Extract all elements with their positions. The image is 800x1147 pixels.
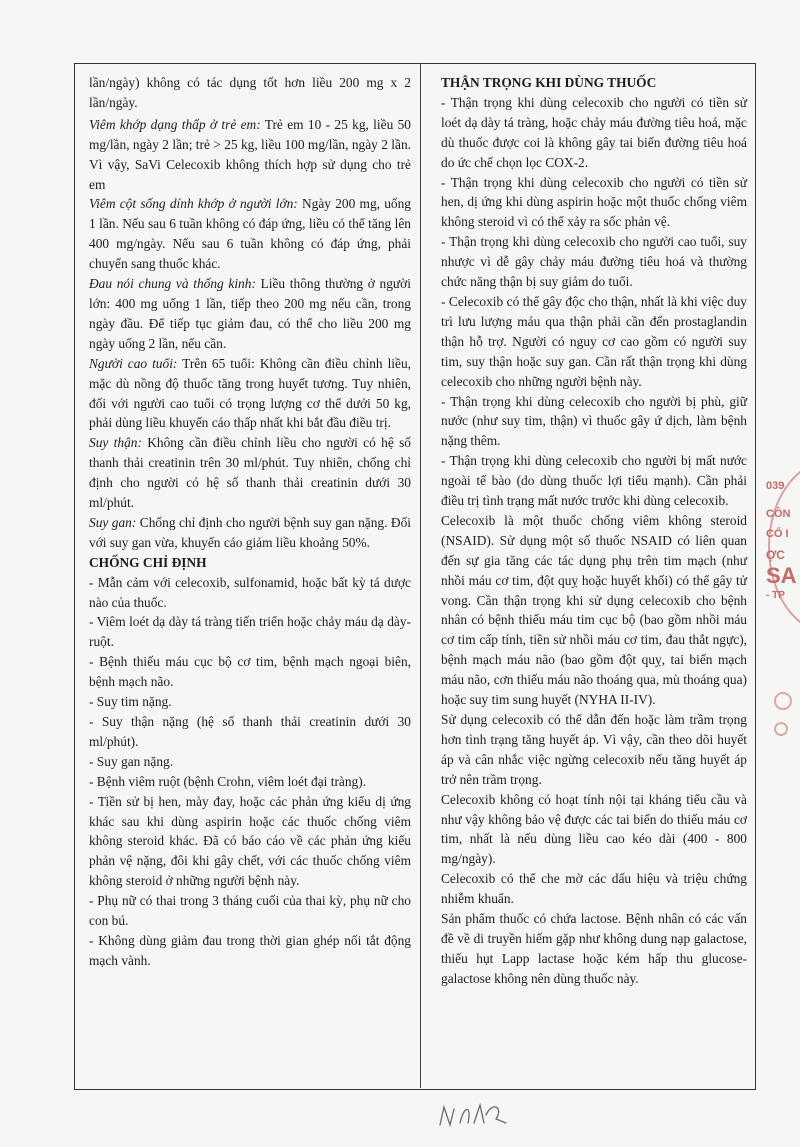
dosage-elderly [89, 354, 411, 434]
stamp-text: - TP [766, 590, 785, 601]
dosage-ankylosing-spondylitis [89, 194, 411, 274]
signature-mark [434, 1095, 514, 1135]
stamp-text: ỢC [766, 548, 785, 562]
list-item: Celecoxib không có hoạt tính nội tại kháng tiểu cầu và như vậy không bảo vệ được các tai biến do thiếu máu cơ tim, nhất là nếu dùng liều cao kéo dài (400 - 800 mg/ngày). [441, 791, 747, 867]
list-item: Celecoxib có thể che mờ các dấu hiệu và triệu chứng nhiễm khuẩn. [441, 871, 747, 907]
stamp-text: CỔ I [766, 528, 789, 540]
dosage-text: Chống chỉ định cho người bệnh suy gan nặng. Đối với suy gan vừa, khuyến cáo giảm liều khoảng 50%. [89, 514, 411, 550]
list-item: - Viêm loét dạ dày tá tràng tiến triển hoặc chảy máu dạ dày-ruột. [89, 614, 411, 650]
list-item: - Bệnh viêm ruột (bệnh Crohn, viêm loét đại tràng). [89, 773, 367, 789]
list-item: - Thận trọng khi dùng celecoxib cho người cao tuổi, suy nhược vì dễ gây chảy máu đường tiêu hoá và thường chức năng thận bị suy giảm do tuổi. [441, 234, 747, 290]
list-item: - Mẫn cảm với celecoxib, sulfonamid, hoặc bất kỳ tá dược nào của thuốc. [89, 574, 411, 610]
list-item: - Suy thận nặng (hệ số thanh thải creatinin dưới 30 ml/phút). [89, 714, 411, 749]
stamp-mark [774, 722, 788, 736]
dosage-juvenile-arthritis [89, 115, 411, 195]
dosage-text: Không cần điều chỉnh liều cho người có hệ số thanh thải creatinin trên 30 ml/phút. Tuy nhiên, chống chỉ định cho người có hệ số thanh thải creatinin dưới 30 ml/phút. [89, 435, 411, 511]
dosage-text: Trên 65 tuổi: Không cần điều chỉnh liều, mặc dù nồng độ thuốc tăng trong huyết tương. Tuy nhiên, đối với người cao tuổi có trọng lượng cơ thể dưới 50 kg, phải dùng liều khuyến cáo thấp nhất khi bắt đầu điều trị. [89, 355, 411, 431]
stamp-text: 039 [766, 480, 785, 492]
list-item: - Suy gan nặng. [89, 753, 174, 769]
dosage-label: Suy gan: [89, 514, 137, 530]
dosage-label: Đau nói chung và thống kinh: [89, 276, 256, 292]
list-item: - Thận trọng khi dùng celecoxib cho người có tiền sử hen, dị ứng khi dùng aspirin hoặc một thuốc chống viêm không steroid vì có thể xảy ra sốc phản vệ. [441, 174, 747, 230]
list-item: - Tiền sử bị hen, mày đay, hoặc các phản ứng kiểu dị ứng khác sau khi dùng aspirin hoặc các thuốc chống viêm không steroid khác. Đã có báo cáo về các phản ứng kiểu phản vệ nặng, đôi khi gây chết, với các thuốc chống viêm không steroid ở những người bệnh này. [89, 793, 411, 889]
list-item: Sử dụng celecoxib có thể dẫn đến hoặc làm trầm trọng hơn tình trạng tăng huyết áp. Vì vậy, cần theo dõi huyết áp và cân nhắc việc ngừng celecoxib nếu tăng huyết áp trở nên trầm trọng. [441, 712, 747, 787]
dosage-label: Người cao tuổi: [89, 355, 178, 371]
company-stamp [764, 460, 800, 790]
precautions-heading: THẬN TRỌNG KHI DÙNG THUỐC [441, 75, 657, 90]
list-item: - Thận trọng khi dùng celecoxib cho người bị mất nước ngoài tế bào (do dùng thuốc lợi tiểu mạnh). Cần phải điều trị tình trạng mất nước trước khi dùng celecoxib. [441, 453, 747, 509]
dosage-label: Viêm khớp dạng thấp ở trẻ em: [89, 116, 261, 132]
list-item: - Suy tim nặng. [89, 694, 172, 710]
dosage-label: Viêm cột sống dính khớp ở người lớn: [89, 196, 298, 212]
list-item: - Thận trọng khi dùng celecoxib cho người có tiền sử loét dạ dày tá tràng, hoặc chảy máu đường tiêu hoá, mặc dù thuốc được coi là không gây tai biến đường tiêu hoá do ức chế chọn lọc COX-2. [441, 94, 747, 170]
list-item: - Không dùng giảm đau trong thời gian ghép nối tắt động mạch vành. [89, 932, 411, 968]
dosage-text: Ngày 200 mg, uống 1 lần. Nếu sau 6 tuần không có đáp ứng, liều có thể tăng lên 400 mg/ngày. Nếu sau 6 tuần không có đáp ứng, phải chuyển sang thuốc khác. [89, 196, 411, 272]
dosage-label: Suy thận: [89, 435, 142, 451]
list-item: Celecoxib là một thuốc chống viêm không steroid (NSAID). Sử dụng một số thuốc NSAID có liên quan đến sự gia tăng các tác dụng phụ trên tim mạch (như nhồi máu cơ tim, đột quỵ hoặc huyết khối) có thể gây tử vong. Cần thận trọng khi sử dụng celecoxib cho bệnh nhân có bệnh thiếu máu tim cục bộ (bao gồm nhồi máu cơ tim cấp tính, tiền sử nhồi máu cơ tim, đau thắt ngực), bệnh mạch máu não (bao gồm đột quỵ, tai biến mạch máu não, cơn thiếu máu não thoáng qua, mù thoáng qua) hoặc suy tim sung huyết (NYHA II-IV). [441, 512, 747, 708]
list-item: - Thận trọng khi dùng celecoxib cho người bị phù, giữ nước (như suy tim, thận) vì thuốc gây ứ dịch, làm bệnh nặng thêm. [441, 393, 747, 449]
column-divider [420, 63, 421, 1088]
right-column [441, 73, 747, 989]
list-item: - Phụ nữ có thai trong 3 tháng cuối của thai kỳ, phụ nữ cho con bú. [89, 893, 411, 929]
stamp-text: CÔN [766, 508, 791, 520]
stamp-mark [774, 692, 792, 710]
list-item: Sản phẩm thuốc có chứa lactose. Bệnh nhân có các vấn đề về di truyền hiếm gặp như không dung nạp galactose, thiếu hụt Lapp lactase hoặc kém hấp thu glucose-galactose không nên dùng thuốc này. [441, 911, 747, 986]
contraindications-heading: CHỐNG CHỈ ĐỊNH [89, 554, 207, 570]
stamp-text: SA [766, 563, 797, 588]
dosage-renal [89, 433, 411, 513]
dosage-text: Trẻ em 10 - 25 kg, liều 50 mg/lần, ngày 2 lần; trẻ > 25 kg, liều 100 mg/lần, ngày 2 lần. Vì vậy, SaVi Celecoxib không thích hợp sử dụng cho trẻ em [89, 116, 411, 192]
list-item: - Celecoxib có thể gây độc cho thận, nhất là khi việc duy trì lưu lượng máu qua thận phải cần đến prostaglandin thận hỗ trợ. Người có nguy cơ cao gồm có người suy tim, suy thận hoặc suy gan. Cần rất thận trọng khi dùng celecoxib cho những người bệnh này. [441, 293, 747, 389]
dosage-pain [89, 274, 411, 354]
dosage-hepatic [89, 513, 411, 553]
list-item: - Bệnh thiếu máu cục bộ cơ tim, bệnh mạch ngoại biên, bệnh mạch não. [89, 654, 411, 690]
dosage-text: Liều thông thường ở người lớn: 400 mg uống 1 lần, tiếp theo 200 mg nếu cần, trong ngày đầu. Để tiếp tục giảm đau, có thể cho liều 200 mg ngày uống 2 lần, nếu cần. [89, 276, 411, 351]
dosage-continuation: lần/ngày) không có tác dụng tốt hơn liều 200 mg x 2 lần/ngày. [89, 75, 411, 110]
left-column [89, 73, 411, 971]
